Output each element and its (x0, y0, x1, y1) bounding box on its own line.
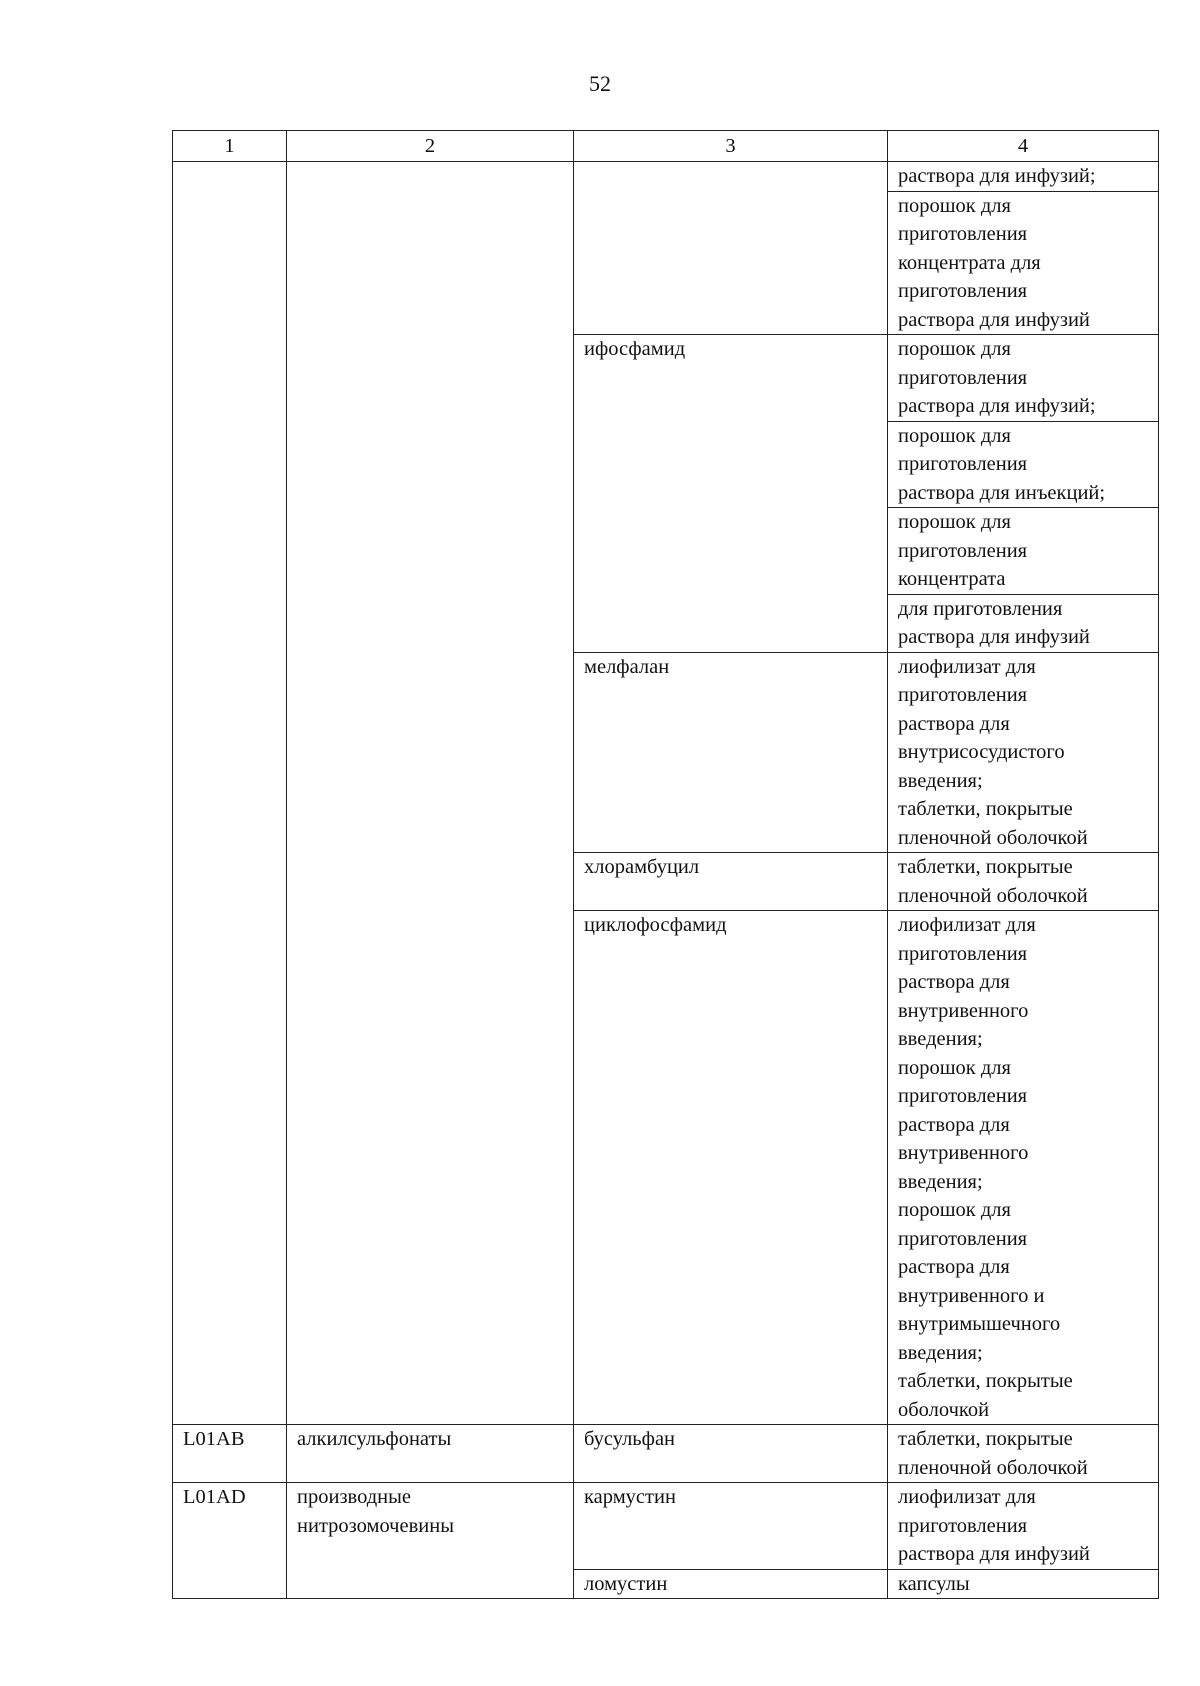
drug-name-cell: циклофосфамид (574, 911, 888, 1425)
drug-name-cell: хлорамбуцил (574, 853, 888, 911)
table-row (173, 162, 1159, 192)
dosage-form-cell: лиофилизат для приготовления раствора для внутривенного введения; порошок для приготовления раствора для внутривенного введения; порошок для приготовления раствора для внутривенного и внутримышечного введения; таблетки, покрытые оболочкой (888, 911, 1159, 1425)
dosage-form-cell: порошок для приготовления концентрата для приготовления раствора для инфузий (888, 191, 1159, 335)
group-name-cell: производные нитрозомочевины (287, 1483, 574, 1599)
atc-code-cell: L01AB (173, 1425, 287, 1483)
table-header-row (173, 131, 1159, 162)
dosage-form-cell: лиофилизат для приготовления раствора для внутрисосудистого введения; таблетки, покрытые пленочной оболочкой (888, 652, 1159, 853)
column-header-3: 3 (574, 131, 888, 162)
page-number: 52 (589, 71, 611, 96)
dosage-form-cell: раствора для инфузий; (888, 162, 1159, 192)
column-header-4: 4 (888, 131, 1159, 162)
column-header-2: 2 (287, 131, 574, 162)
dosage-form-cell: лиофилизат для приготовления раствора для инфузий (888, 1483, 1159, 1570)
drug-name-cell: ифосфамид (574, 335, 888, 653)
dosage-form-cell: порошок для приготовления концентрата (888, 508, 1159, 595)
group-name-cell: алкилсульфонаты (287, 1425, 574, 1483)
column-header-1: 1 (173, 131, 287, 162)
group-name-cell (287, 162, 574, 1425)
atc-code-cell (173, 162, 287, 1425)
drug-name-cell: кармустин (574, 1483, 888, 1570)
dosage-form-cell: порошок для приготовления раствора для инъекций; (888, 421, 1159, 508)
dosage-form-cell: капсулы (888, 1569, 1159, 1599)
drug-name-cell: мелфалан (574, 652, 888, 853)
drug-name-cell: бусульфан (574, 1425, 888, 1483)
dosage-form-cell: таблетки, покрытые пленочной оболочкой (888, 1425, 1159, 1483)
dosage-form-cell: порошок для приготовления раствора для инфузий; (888, 335, 1159, 422)
table-row (173, 1425, 1159, 1483)
dosage-form-cell: таблетки, покрытые пленочной оболочкой (888, 853, 1159, 911)
drug-name-cell (574, 162, 888, 335)
dosage-form-cell: для приготовления раствора для инфузий (888, 594, 1159, 652)
drug-name-cell: ломустин (574, 1569, 888, 1599)
table-row (173, 1483, 1159, 1570)
atc-code-cell: L01AD (173, 1483, 287, 1599)
drug-table (172, 130, 1159, 1599)
